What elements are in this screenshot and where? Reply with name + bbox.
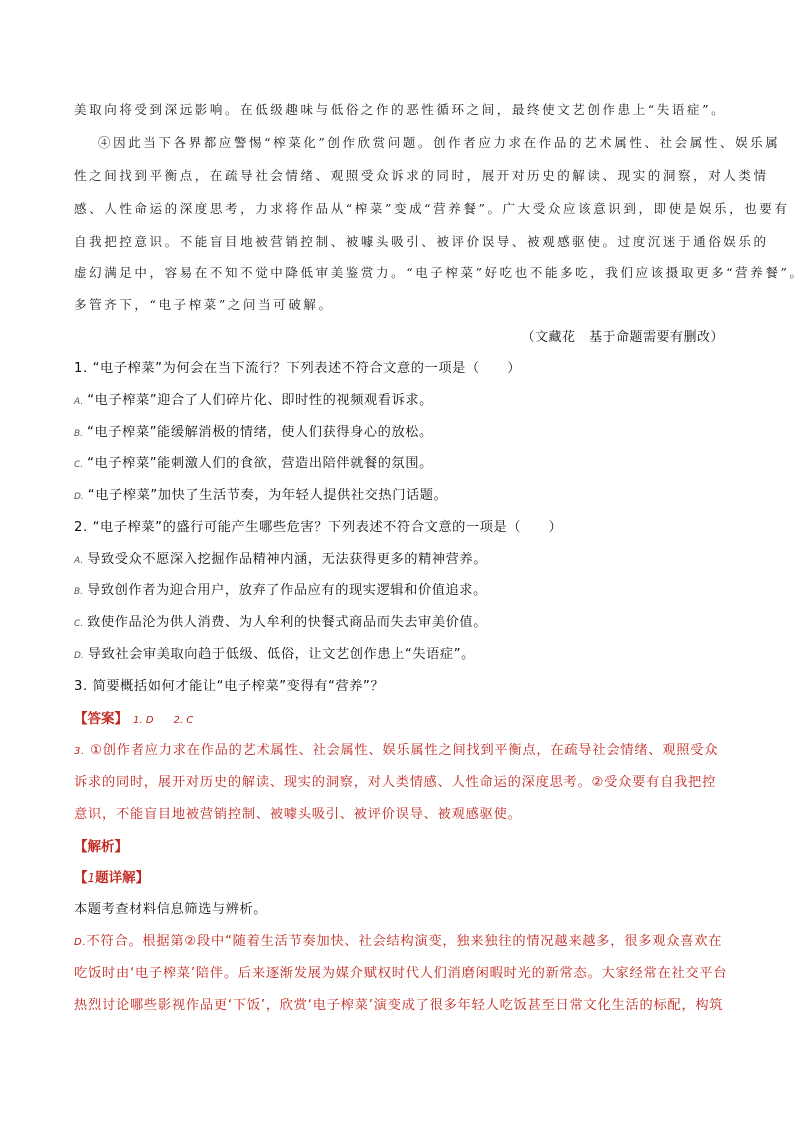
option-text: 导致社会审美取向趋于低级、低俗，让文艺创作患上“失语症”。	[87, 647, 475, 662]
question-2-option-d	[74, 643, 724, 662]
question-2-stem: 2. “电子榨菜”的盛行可能产生哪些危害？下列表述不符合文意的一项是（ ）	[74, 520, 563, 535]
option-text: “电子榨菜”加快了生活节奏，为年轻人提供社交热门话题。	[87, 488, 448, 503]
answer-short: 1. D 2. C	[133, 715, 194, 726]
passage-line-2: ④因此当下各界都应警惕“榨菜化”创作欣赏问题。创作者应力求在作品的艺术属性、社会属性、娱乐属	[98, 135, 781, 150]
answer-3-line-1	[74, 739, 724, 758]
answer-header	[74, 707, 724, 727]
analysis-sub-num: 1	[87, 871, 96, 885]
answer-3-number: 3.	[74, 746, 86, 757]
analysis-intro: 本题考查材料信息筛选与辨析。	[74, 902, 268, 917]
analysis-tag: 【解析】	[74, 839, 128, 855]
option-mark: B.	[74, 429, 84, 439]
option-mark: D.	[74, 651, 84, 661]
analysis-header	[74, 835, 724, 855]
passage-line-4: 感、人性命运的深度思考，力求将作品从“榨菜”变成“营养餐”。广大受众应该意识到，即使是娱乐，也要有	[74, 201, 790, 216]
analysis-d-mark: D.	[74, 937, 87, 948]
question-2-option-b	[74, 579, 724, 598]
option-text: 导致创作者为迎合用户，放弃了作品应有的现实逻辑和价值追求。	[87, 583, 487, 598]
question-1-option-a	[74, 389, 724, 408]
answer-tag: 【答案】	[74, 711, 128, 727]
passage-line-5: 自我把控意识。不能盲目地被营销控制、被噱头吸引、被评价误导、被观感驱使。过度沉迷于通俗娱乐的	[74, 234, 769, 249]
option-mark: A.	[74, 397, 84, 407]
option-text: 导致受众不愿深入挖掘作品精神内涵，无法获得更多的精神营养。	[87, 552, 488, 567]
answer-3-line-3: 意识，不能盲目地被营销控制、被噱头吸引、被评价误导、被观感驱使。	[74, 807, 522, 822]
question-1-option-b	[74, 421, 724, 440]
option-mark: D.	[74, 492, 84, 502]
option-mark: A.	[74, 556, 84, 566]
question-1-option-d	[74, 484, 724, 503]
question-1-stem: 1. “电子榨菜”为何会在当下流行？下列表述不符合文意的一项是（ ）	[74, 361, 522, 376]
option-text: “电子榨菜”能缓解消极的情绪，使人们获得身心的放松。	[87, 425, 433, 440]
question-2-option-a	[74, 548, 724, 567]
analysis-line-3: 热烈讨论哪些影视作品更‘下饭’，欣赏‘电子榨菜’演变成了很多年轻人吃饭甚至日常文化生活的标配，构筑	[74, 998, 724, 1013]
option-text: 致使作品沦为供人消费、为人牟利的快餐式商品而失去审美价值。	[87, 615, 487, 630]
passage-line-7: 多管齐下，“电子榨菜”之问当可破解。	[74, 297, 334, 312]
analysis-sub-header	[74, 866, 724, 886]
option-mark: C.	[74, 460, 84, 470]
analysis-text-1: 不符合。根据第②段中“随着生活节奏加快、社会结构演变，独来独往的情况越来越多，很多观众喜欢在	[86, 934, 723, 949]
question-3-stem: 3. 简要概括如何才能让“电子榨菜”变得有“营养”？	[74, 679, 385, 694]
passage-line-6: 虚幻满足中，容易在不知不觉中降低审美鉴赏力。“电子榨菜”好吃也不能多吃，我们应该摄取更多“营养餐”。	[74, 265, 805, 280]
answer-3-text-1: ①创作者应力求在作品的艺术属性、社会属性、娱乐属性之间找到平衡点，在疏导社会情绪、观照受众	[90, 743, 719, 758]
passage-source: （文藏花 基于命题需要有删改）	[521, 330, 724, 345]
option-text: “电子榨菜”迎合了人们碎片化、即时性的视频观看诉求。	[87, 393, 433, 408]
question-1-option-c	[74, 452, 724, 471]
passage-line-1: 美取向将受到深远影响。在低级趣味与低俗之作的恶性循环之间，最终使文艺创作患上“失语症”。	[74, 102, 727, 117]
analysis-line-2: 吃饭时由‘电子榨菜’陪伴。后来逐渐发展为媒介赋权时代人们消磨闲暇时光的新常态。大家经常在社交平台	[74, 966, 728, 981]
analysis-sub-open: 【	[74, 870, 88, 886]
analysis-sub-text: 题详解】	[95, 870, 150, 886]
passage-line-3: 性之间找到平衡点，在疏导社会情绪、观照受众诉求的同时，展开对历史的解读、现实的洞察，对人类情	[74, 168, 769, 183]
question-2-option-c	[74, 611, 724, 630]
option-text: “电子榨菜”能刺激人们的食欲，营造出陪伴就餐的氛围。	[87, 456, 433, 471]
option-mark: C.	[74, 619, 84, 629]
answer-3-line-2: 诉求的同时，展开对历史的解读、现实的洞察，对人类情感、人性命运的深度思考。②受众要有自我把控	[74, 775, 717, 790]
analysis-line-1	[74, 930, 724, 949]
option-mark: B.	[74, 587, 84, 597]
